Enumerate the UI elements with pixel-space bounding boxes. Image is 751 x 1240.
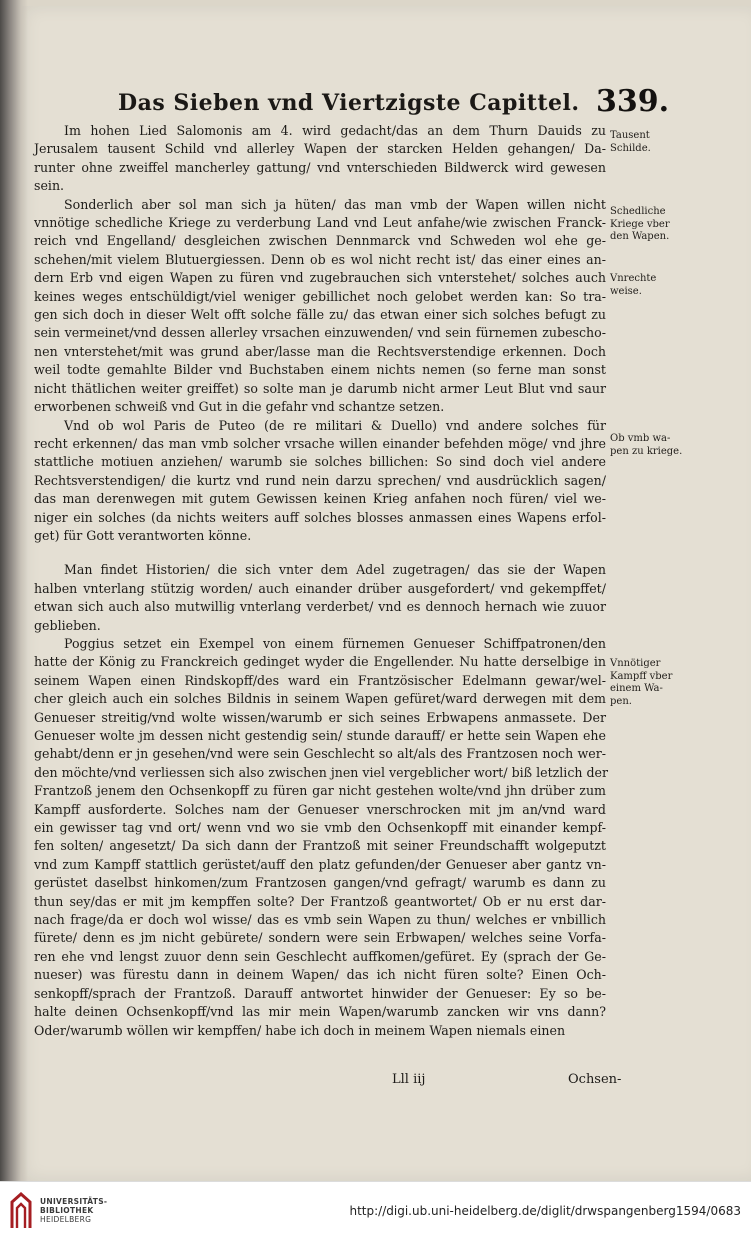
- marginal-note-line: Kriege vber: [610, 218, 670, 230]
- marginal-note-line: den Wapen.: [610, 231, 670, 242]
- text-line: nen vnterstehet/mit was grund aber/lasse man die Rechtsverstendige erkennen. Doch: [34, 343, 606, 359]
- marginal-note-line: weise.: [610, 285, 642, 297]
- text-line: Poggius setzet ein Exempel von einem fürnemen Genueser Schiffpatronen/den: [64, 635, 606, 651]
- text-line: Vnd ob wol Paris de Puteo (de re militari & Duello) vnd andere solches für: [64, 417, 606, 433]
- marginal-note-line: Kampff vber: [610, 670, 673, 682]
- text-line: vnnötige schedliche Kriege zu verderbung Land vnd Leut anfahe/wie zwischen Franck-: [34, 215, 606, 231]
- marginal-note: [610, 206, 684, 244]
- text-line: etwan sich auch also mutwillig vnterlang verderbet/ vnd es dennoch hernach wie zuuor: [34, 599, 606, 615]
- text-line: thun sey/das er mit jm kempffen solte? Der Frantzoß geantwortet/ Ob er nu erst dar-: [34, 893, 606, 909]
- marginal-note: [610, 433, 684, 458]
- text-line: cher gleich auch ein solches Bildnis in seinem Wapen gefüret/ward derwegen mit dem: [34, 691, 606, 707]
- text-line: Man findet Historien/ die sich vnter dem Adel zugetragen/ das sie der Wapen: [64, 562, 606, 578]
- text-line: gehabt/denn er jn gesehen/vnd were sein Geschlecht so alt/als des Frantzosen noch wer-: [34, 746, 606, 762]
- marginal-note-line: pen.: [610, 695, 632, 707]
- page-number: 339.: [596, 84, 670, 119]
- text-line: keines weges entschüldigt/viel weniger gebillichet noch gelobet werden kan: So tra-: [34, 288, 606, 304]
- text-line: ren ehe vnd lengst zuuor denn sein Geschlecht auffkomen/gefüret. Ey (sprach der Ge-: [34, 948, 606, 964]
- signature-mark: Lll iij: [392, 1072, 426, 1087]
- text-line: weil todte gemahlte Bilder vnd Buchstaben einem nichts nemen (so ferne man sonst: [34, 362, 606, 378]
- logo-line: HEIDELBERG: [40, 1215, 92, 1224]
- logo-line: UNIVERSITÄTS-: [40, 1197, 108, 1206]
- text-line: niger ein solches (da nichts weiters auff solches blosses anmassen eines Wapens erfol-: [34, 509, 606, 525]
- text-line: stattliche motiuen anziehen/ warumb sie solches billichen: So sind doch viel andere: [34, 454, 606, 470]
- text-line: senkopff/sprach der Frantzoß. Darauff antwortet hinwider der Genueser: Ey so be-: [34, 985, 606, 1001]
- marginal-note-line: Ob vmb wa-: [610, 433, 671, 444]
- text-line: seinem Wapen einen Rindskopff/des ward ein Frantzösischer Edelmann gewar/wel-: [34, 672, 606, 688]
- text-line: Genueser streitig/vnd wolte wissen/warumb er sich seines Erbwapens anmassete. Der: [34, 709, 606, 725]
- text-line: hatte der König zu Franckreich gedinget wyder die Engellender. Nu hatte derselbige in: [34, 654, 606, 670]
- text-line: nueser) was fürestu dann in deinem Wapen/ das ich nicht füren solte? Einen Och-: [34, 967, 606, 983]
- logo-line: BIBLIOTHEK: [40, 1206, 94, 1215]
- body-text: [34, 122, 609, 1040]
- text-line: das man derenwegen mit gutem Gewissen keinen Krieg anfahen noch füren/ viel we-: [34, 491, 606, 507]
- paragraph: [34, 561, 606, 635]
- text-line: Genueser wolte jm dessen nicht gestendig sein/ stunde darauff/ er hette sein Wapen ehe: [34, 728, 606, 743]
- marginal-note: [610, 130, 684, 155]
- paragraph-gap: [34, 545, 606, 561]
- text-line: gen sich doch in dieser Welt offt solche fälle zu/ das etwan einer sich solches befugt zu: [34, 307, 606, 323]
- permalink-url[interactable]: http://digi.ub.uni-heidelberg.de/diglit/drwspangenberg1594/0683: [349, 1204, 741, 1218]
- text-line: Kampff ausforderte. Solches nam der Genueser vnerschrocken mit jm an/vnd ward: [34, 801, 606, 817]
- text-line: Sonderlich aber sol man sich ja hüten/ das man vmb der Wapen willen nicht: [64, 196, 606, 212]
- text-line: gerüstet daselbst hinkomen/zum Frantzosen gangen/vnd gefragt/ warumb es dann zu: [34, 875, 606, 891]
- marginal-note-line: pen zu kriege.: [610, 445, 683, 457]
- text-line: halte deinen Ochsenkopff/vnd las mir mein Wapen/warumb zancken wir vns dann?: [34, 1004, 606, 1020]
- marginal-note: [610, 273, 684, 298]
- marginal-note-line: Vnnötiger: [610, 658, 661, 669]
- paragraph: [34, 635, 609, 1040]
- text-line: halben vnterlang stützig worden/ auch einander drüber ausgefordert/ vnd gekempffet/: [34, 580, 606, 596]
- text-line: Jerusalem tausent Schild vnd allerley Wapen der starcken Helden gehangen/ Da-: [34, 141, 606, 157]
- text-line: Oder/warumb wöllen wir kempffen/ habe ich doch in meinem Wapen niemals einen: [34, 1022, 566, 1038]
- text-line: vnd zum Kampff stattlich gerüstet/auff den platz gefunden/der Genueser aber gantz vn-: [34, 856, 606, 872]
- text-line: dern Erb vnd eigen Wapen zu füren vnd zugebrauchen sich vnterstehet/ solches auch: [34, 270, 606, 286]
- text-line: reich vnd Engelland/ desgleichen zwischen Dennmarck vnd Schweden wol ehe ge-: [34, 233, 606, 249]
- running-head: Das Sieben vnd Viertzigste Capittel.: [118, 90, 580, 116]
- paragraph: [34, 417, 606, 546]
- paragraph: [34, 122, 606, 196]
- text-line: Rechtsverstendigen/ die kurtz vnd rund nein darzu sprechen/ vnd ausdrücklich sagen/: [34, 472, 606, 488]
- paragraph: [34, 196, 606, 417]
- marginal-note-line: Tausent: [610, 130, 650, 141]
- text-line: recht erkennen/ das man vmb solcher vrsache willen einander befehden möge/ vnd jhre: [34, 435, 606, 451]
- university-library-logo-icon[interactable]: [8, 1192, 34, 1230]
- library-logo-text[interactable]: [40, 1197, 107, 1224]
- text-line: erworbenen schweiß vnd Gut in die gefahr vnd schantze setzen.: [34, 399, 445, 415]
- text-line: nicht thätlichen weiter greiffet) so solte man je darumb nicht armer Leut Blut vnd saur: [34, 380, 606, 396]
- text-line: sein vermeinet/vnd dessen allerley vrsachen einzuwenden/ vnd sein fürnemen zubescho-: [34, 325, 606, 341]
- text-line: fürete/ denn es jm nicht gebürete/ sondern were sein Erbwapen/ welches seine Vorfa-: [34, 930, 606, 946]
- text-line: get) für Gott verantworten könne.: [34, 527, 252, 543]
- text-line: runter ohne zweiffel mancherley gattung/ vnd vnterschieden Bildwerck wird gewesen: [34, 159, 606, 175]
- text-line: sein.: [34, 178, 65, 194]
- text-line: Frantzoß jenem den Ochsenkopff zu füren gar nicht gestehen wolte/vnd jhn drüber zum: [34, 783, 606, 799]
- text-line: Im hohen Lied Salomonis am 4. wird gedacht/das an dem Thurn Dauids zu: [64, 123, 606, 138]
- text-line: nach frage/da er doch wol wisse/ das es vmb sein Wapen zu thun/ welches er vnbillich: [34, 912, 606, 928]
- marginal-note-line: Schedliche: [610, 206, 666, 217]
- marginal-note-line: einem Wa-: [610, 683, 663, 694]
- text-line: den möchte/vnd verliessen sich also zwischen jnen viel vergeblicher wort/ biß letzlich der: [34, 764, 609, 780]
- book-spine-shadow: [0, 0, 28, 1181]
- text-line: fen solten/ angesetzt/ Da sich dann der Frantzoß mit seiner Freundschafft wolgeputzt: [34, 838, 606, 854]
- marginal-note-line: Schilde.: [610, 142, 651, 154]
- marginal-note: [610, 658, 684, 708]
- text-line: schehen/mit vielem Blutuergiessen. Denn ob es wol nicht recht ist/ das einer eines an-: [34, 251, 606, 267]
- catchword: Ochsen-: [568, 1072, 622, 1087]
- text-line: geblieben.: [34, 617, 101, 633]
- marginal-note-line: Vnrechte: [610, 273, 657, 284]
- viewer-footer: [0, 1181, 751, 1240]
- text-line: ein gewisser tag vnd ort/ wenn vnd wo sie vmb den Ochsenkopff mit einander kempf-: [34, 820, 606, 836]
